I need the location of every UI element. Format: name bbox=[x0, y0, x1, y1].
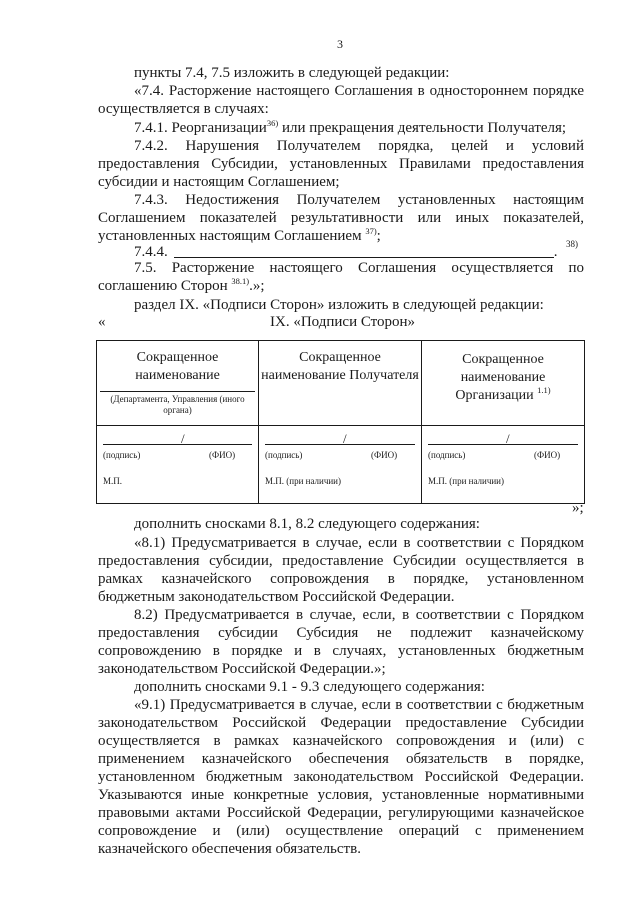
text-line: сопровождение и (или) осуществление операций с применением bbox=[98, 823, 584, 839]
text-line: установленных настоящим Соглашением $^{37)}$; bbox=[98, 226, 381, 244]
text-line: применением казначейского обеспечения обязательств в порядке, bbox=[98, 751, 584, 767]
footnote-ref: 38) bbox=[566, 239, 578, 249]
text-line: 7.4.4. . bbox=[134, 244, 558, 260]
text-line: субсидии и настоящим Соглашением; bbox=[98, 174, 340, 190]
text-line: установленном бюджетным законодательством Российской Федерации. bbox=[98, 769, 584, 785]
closing-quote: »; bbox=[572, 500, 584, 516]
text-line: предоставления субсидии Субсидия не подлежит казначейскому bbox=[98, 625, 584, 641]
section-title: IX. «Подписи Сторон» bbox=[270, 314, 416, 330]
text-line: соглашению Сторон $^{38.1)}$.»; bbox=[98, 276, 265, 294]
text-line: предоставления субсидии, предоставление Субсидии осуществляется в bbox=[98, 553, 584, 569]
signature-cell-organization: / (подпись) (ФИО) М.П. (при наличии) bbox=[422, 426, 585, 504]
text-line: дополнить сносками 9.1 - 9.3 следующего содержания: bbox=[134, 679, 485, 695]
text-line: законодательством Российской Федерации.»; bbox=[98, 661, 386, 677]
text-line: бюджетным законодательством Российской Федерации. bbox=[98, 589, 455, 605]
text-line: дополнить сносками 8.1, 8.2 следующего содержания: bbox=[134, 516, 480, 532]
text-line: казначейского обеспечения обязательств. bbox=[98, 841, 361, 857]
text-line: «8.1) Предусматривается в случае, если в соответствии с Порядком bbox=[134, 535, 584, 551]
text-line: Указываются иные конкретные условия, установленные нормативными bbox=[98, 787, 584, 803]
signature-cell-recipient: / (подпись) (ФИО) М.П. (при наличии) bbox=[259, 426, 422, 504]
text-line: сопровождению в порядке и в случаях, установленных бюджетным bbox=[98, 643, 584, 659]
text-line: 7.4.1. Реорганизации$^{36)}$ или прекращения деятельности Получателя; bbox=[134, 118, 567, 136]
header-cell-department: Сокращенное наименование (Департамента, Управления (иного органа) bbox=[97, 341, 259, 426]
page-number: 3 bbox=[337, 37, 343, 51]
text-line: 8.2) Предусматривается в случае, если, в соответствии с Порядком bbox=[134, 607, 584, 623]
text-line: « bbox=[98, 314, 106, 330]
signature-cell-department: / (подпись) (ФИО) М.П. bbox=[97, 426, 259, 504]
text-line: 7.4.2. Нарушения Получателем порядка, целей и условий bbox=[134, 138, 584, 154]
header-cell-organization: Сокращенное наименование Организации $^{1.1)}$ bbox=[422, 341, 585, 426]
text-line: «9.1) Предусматривается в случае, если в соответствии с бюджетным bbox=[134, 697, 584, 713]
signature-table bbox=[96, 340, 585, 504]
text-line: правовыми актами Российской Федерации, регулирующими казначейское bbox=[98, 805, 584, 821]
text-line: 7.5. Расторжение настоящего Соглашения осуществляется по bbox=[134, 260, 584, 276]
text-line: осуществляется в случаях: bbox=[98, 101, 269, 117]
blank-line bbox=[174, 243, 554, 258]
header-cell-recipient: Сокращенное наименование Получателя bbox=[259, 341, 422, 426]
text-line: 7.4.3. Недостижения Получателем установленных настоящим bbox=[134, 192, 584, 208]
text-line: пункты 7.4, 7.5 изложить в следующей редакции: bbox=[134, 65, 450, 81]
text-line: Соглашением показателей результативности или иных показателей, bbox=[98, 210, 584, 226]
text-line: предоставления Субсидии, установленных Правилами предоставления bbox=[98, 156, 584, 172]
text-line: раздел IX. «Подписи Сторон» изложить в следующей редакции: bbox=[134, 297, 544, 313]
text-line: «7.4. Расторжение настоящего Соглашения в одностороннем порядке bbox=[134, 83, 584, 99]
text-line: законодательством Российской Федерации предоставление Субсидии bbox=[98, 715, 584, 731]
text-line: рамках казначейского сопровождения в порядке, установленном bbox=[98, 571, 584, 587]
text-line: осуществляется в рамках казначейского сопровождения и (или) с bbox=[98, 733, 584, 749]
